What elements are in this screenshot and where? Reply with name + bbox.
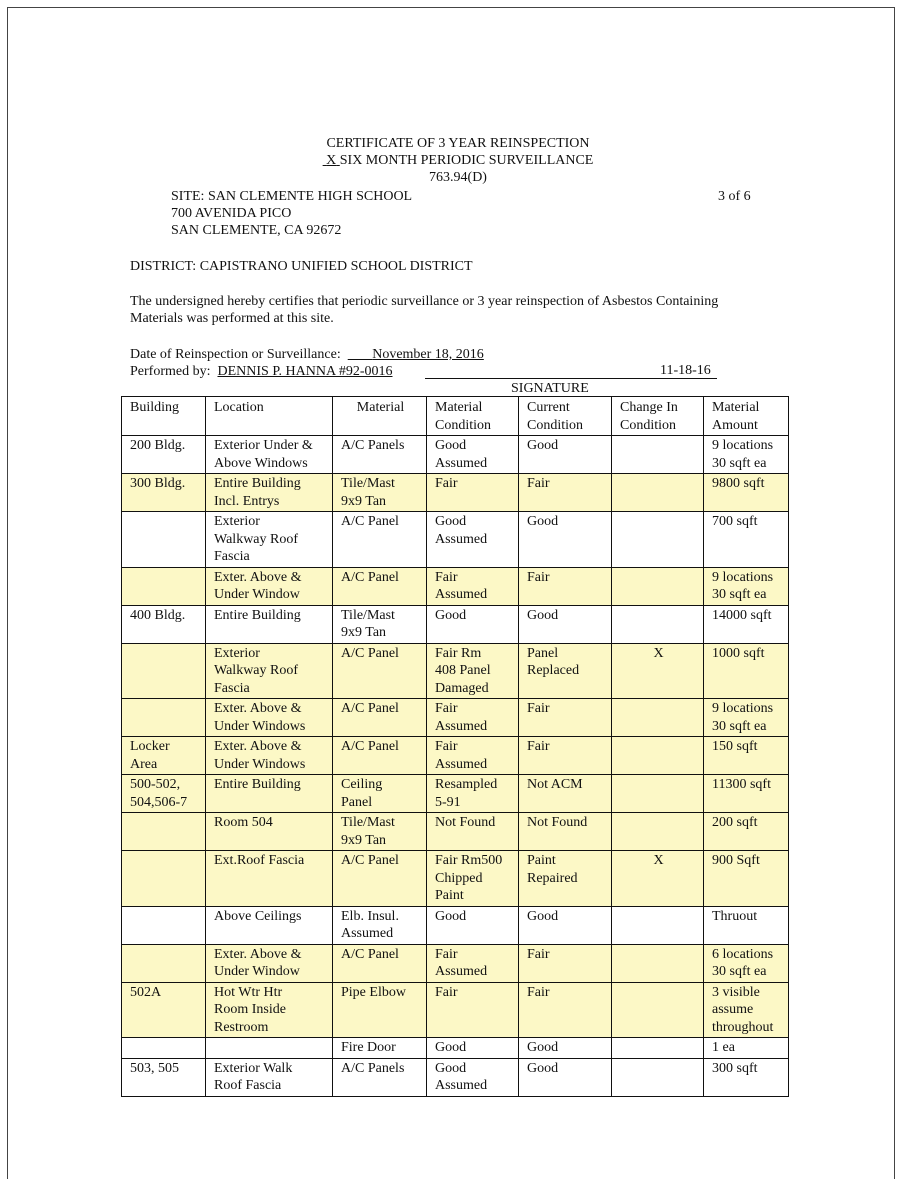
cell-change-in-condition: X (612, 851, 704, 907)
cell-building (122, 813, 206, 851)
cell-change-in-condition (612, 567, 704, 605)
cell-material: Tile/Mast 9x9 Tan (333, 474, 427, 512)
cell-building (122, 906, 206, 944)
table-row (122, 605, 789, 643)
table-header-row (122, 397, 789, 436)
cell-building: 400 Bldg. (122, 605, 206, 643)
cell-current-condition: Fair (519, 944, 612, 982)
header-material-amount: Material Amount (704, 397, 789, 436)
cell-material-amount: Thruout (704, 906, 789, 944)
cell-current-condition: Not ACM (519, 775, 612, 813)
certification-line2: Materials was performed at this site. (130, 311, 334, 326)
cell-building (122, 699, 206, 737)
cell-material-condition: Fair Rm500 Chipped Paint (427, 851, 519, 907)
header-material-condition: Material Condition (427, 397, 519, 436)
cell-change-in-condition (612, 775, 704, 813)
cell-building: 500-502, 504,506-7 (122, 775, 206, 813)
cell-material-condition: Good (427, 605, 519, 643)
cell-building: 300 Bldg. (122, 474, 206, 512)
cell-location: Entire Building Incl. Entrys (206, 474, 333, 512)
cell-material-condition: Fair Assumed (427, 567, 519, 605)
cell-material: Fire Door (333, 1038, 427, 1059)
table-row (122, 1058, 789, 1096)
cell-building: Locker Area (122, 737, 206, 775)
cell-change-in-condition (612, 1038, 704, 1059)
cell-current-condition: Good (519, 1038, 612, 1059)
cell-current-condition: Not Found (519, 813, 612, 851)
cell-material-amount: 9 locations 30 sqft ea (704, 567, 789, 605)
signature-label: SIGNATURE (511, 381, 589, 396)
cell-material-amount: 700 sqft (704, 512, 789, 568)
cell-material: A/C Panel (333, 567, 427, 605)
cell-material-amount: 200 sqft (704, 813, 789, 851)
table-row (122, 851, 789, 907)
cell-location: Exter. Above & Under Window (206, 944, 333, 982)
cell-material-condition: Fair Assumed (427, 944, 519, 982)
cell-change-in-condition (612, 813, 704, 851)
regulation-code: 763.94(D) (429, 170, 487, 185)
reinspection-date-row (130, 346, 484, 363)
table-row (122, 906, 789, 944)
cell-current-condition: Paint Repaired (519, 851, 612, 907)
table-row (122, 567, 789, 605)
header-current-condition: Current Condition (519, 397, 612, 436)
cell-material-condition: Fair Assumed (427, 737, 519, 775)
table-row (122, 813, 789, 851)
table-body (122, 436, 789, 1097)
cell-change-in-condition (612, 605, 704, 643)
document-subtitle (258, 152, 658, 169)
cell-location: Entire Building (206, 775, 333, 813)
cell-material-condition: Good Assumed (427, 512, 519, 568)
cell-current-condition: Panel Replaced (519, 643, 612, 699)
cell-material-condition: Fair (427, 982, 519, 1038)
cell-building (122, 643, 206, 699)
cell-material-amount: 300 sqft (704, 1058, 789, 1096)
cell-material-condition: Good Assumed (427, 1058, 519, 1096)
cell-material-amount: 150 sqft (704, 737, 789, 775)
cell-material: Tile/Mast 9x9 Tan (333, 605, 427, 643)
table-row (122, 737, 789, 775)
cell-material-amount: 3 visible assume throughout (704, 982, 789, 1038)
cell-material-amount: 11300 sqft (704, 775, 789, 813)
table-row (122, 474, 789, 512)
cell-change-in-condition (612, 982, 704, 1038)
cell-material-condition: Good (427, 1038, 519, 1059)
header-change-in-condition: Change In Condition (612, 397, 704, 436)
surveillance-type: SIX MONTH PERIODIC SURVEILLANCE (339, 153, 594, 168)
cell-current-condition: Good (519, 512, 612, 568)
cell-material: Elb. Insul. Assumed (333, 906, 427, 944)
cell-material-condition: Good (427, 906, 519, 944)
district: DISTRICT: CAPISTRANO UNIFIED SCHOOL DISTRICT (130, 259, 473, 274)
cell-building: 200 Bldg. (122, 436, 206, 474)
surveillance-check-mark: X (326, 153, 337, 168)
cell-current-condition: Fair (519, 699, 612, 737)
cell-current-condition: Good (519, 1058, 612, 1096)
cell-location: Hot Wtr Htr Room Inside Restroom (206, 982, 333, 1038)
cell-location (206, 1038, 333, 1059)
cell-material-condition: Fair (427, 474, 519, 512)
cell-change-in-condition (612, 699, 704, 737)
table-row (122, 944, 789, 982)
cell-building: 503, 505 (122, 1058, 206, 1096)
cell-material: A/C Panels (333, 436, 427, 474)
cell-material-amount: 9800 sqft (704, 474, 789, 512)
cell-material-condition: Good Assumed (427, 436, 519, 474)
cell-location: Entire Building (206, 605, 333, 643)
cell-material-amount: 9 locations 30 sqft ea (704, 699, 789, 737)
cell-current-condition: Fair (519, 737, 612, 775)
cell-location: Exterior Walkway Roof Fascia (206, 512, 333, 568)
cell-material-condition: Resampled 5-91 (427, 775, 519, 813)
table-row (122, 1038, 789, 1059)
cell-location: Ext.Roof Fascia (206, 851, 333, 907)
cell-location: Exter. Above & Under Windows (206, 737, 333, 775)
date-label: Date of Reinspection or Surveillance: (130, 347, 341, 362)
cell-material-condition: Fair Assumed (427, 699, 519, 737)
cell-location: Exterior Under & Above Windows (206, 436, 333, 474)
cell-material-amount: 14000 sqft (704, 605, 789, 643)
cell-change-in-condition (612, 512, 704, 568)
cell-material-amount: 6 locations 30 sqft ea (704, 944, 789, 982)
table-row (122, 982, 789, 1038)
cell-change-in-condition (612, 906, 704, 944)
performed-by-row (130, 363, 393, 380)
cell-building (122, 944, 206, 982)
cell-current-condition: Fair (519, 474, 612, 512)
inspector-name: DENNIS P. HANNA #92-0016 (217, 364, 393, 379)
cell-change-in-condition (612, 944, 704, 982)
cell-material-condition: Not Found (427, 813, 519, 851)
cell-change-in-condition (612, 474, 704, 512)
cell-current-condition: Good (519, 906, 612, 944)
cell-current-condition: Fair (519, 567, 612, 605)
cell-building (122, 512, 206, 568)
cell-location: Exterior Walk Roof Fascia (206, 1058, 333, 1096)
site-name: SITE: SAN CLEMENTE HIGH SCHOOL (171, 189, 413, 204)
table-row (122, 512, 789, 568)
table-row (122, 643, 789, 699)
table-row (122, 775, 789, 813)
cell-material: A/C Panel (333, 699, 427, 737)
date-value: November 18, 2016 (372, 347, 484, 362)
page-number: 3 of 6 (718, 189, 751, 204)
cell-change-in-condition (612, 1058, 704, 1096)
cell-current-condition: Good (519, 605, 612, 643)
header-material: Material (333, 397, 427, 436)
cell-material: Tile/Mast 9x9 Tan (333, 813, 427, 851)
cell-material: A/C Panel (333, 737, 427, 775)
cell-material: A/C Panels (333, 1058, 427, 1096)
cell-building (122, 567, 206, 605)
cell-change-in-condition (612, 436, 704, 474)
cell-location: Room 504 (206, 813, 333, 851)
cell-material-amount: 1000 sqft (704, 643, 789, 699)
cell-material: Ceiling Panel (333, 775, 427, 813)
cell-material-condition: Fair Rm 408 Panel Damaged (427, 643, 519, 699)
cell-change-in-condition (612, 737, 704, 775)
cell-material: Pipe Elbow (333, 982, 427, 1038)
cell-material: A/C Panel (333, 643, 427, 699)
cell-material: A/C Panel (333, 512, 427, 568)
cell-change-in-condition: X (612, 643, 704, 699)
inspection-table (121, 396, 789, 1097)
cell-building: 502A (122, 982, 206, 1038)
cell-location: Above Ceilings (206, 906, 333, 944)
cell-location: Exter. Above & Under Windows (206, 699, 333, 737)
site-address-line1: 700 AVENIDA PICO (171, 206, 292, 221)
signature-date: 11-18-16 (660, 363, 711, 378)
cell-material: A/C Panel (333, 944, 427, 982)
certification-line1: The undersigned hereby certifies that periodic surveillance or 3 year reinspection of Asbestos Containing (130, 294, 719, 309)
table-row (122, 699, 789, 737)
cell-building (122, 851, 206, 907)
cell-location: Exter. Above & Under Window (206, 567, 333, 605)
site-address-line2: SAN CLEMENTE, CA 92672 (171, 223, 342, 238)
cell-material-amount: 9 locations 30 sqft ea (704, 436, 789, 474)
cell-building (122, 1038, 206, 1059)
cell-material: A/C Panel (333, 851, 427, 907)
cell-current-condition: Fair (519, 982, 612, 1038)
cell-material-amount: 900 Sqft (704, 851, 789, 907)
header-building: Building (122, 397, 206, 436)
table-row (122, 436, 789, 474)
header-location: Location (206, 397, 333, 436)
document-title: CERTIFICATE OF 3 YEAR REINSPECTION (326, 136, 590, 151)
performed-by-label: Performed by: (130, 364, 211, 379)
cell-current-condition: Good (519, 436, 612, 474)
cell-material-amount: 1 ea (704, 1038, 789, 1059)
cell-location: Exterior Walkway Roof Fascia (206, 643, 333, 699)
